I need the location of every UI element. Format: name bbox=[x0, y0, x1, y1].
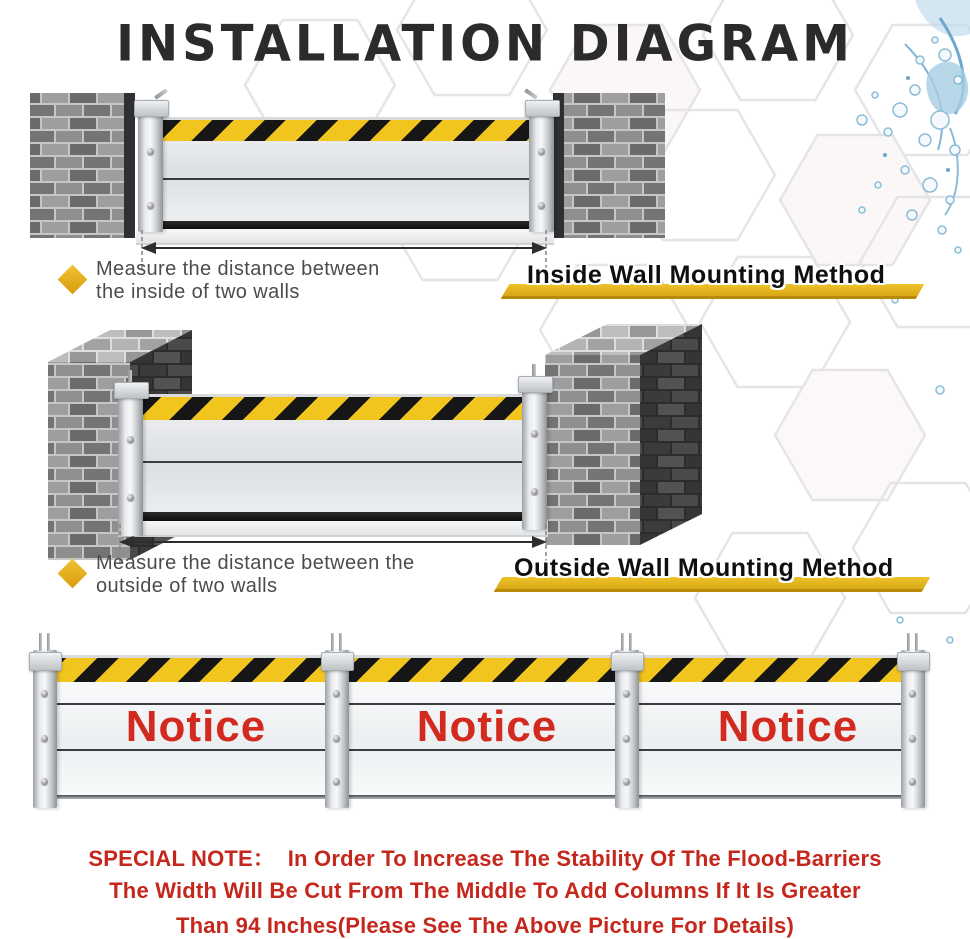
inside-barrier-right-post bbox=[529, 100, 554, 232]
screw-icon bbox=[127, 436, 134, 443]
latch-pin bbox=[915, 633, 918, 651]
inside-mount-right-wall bbox=[553, 93, 665, 238]
screw-icon bbox=[333, 778, 340, 785]
screw-icon bbox=[333, 735, 340, 742]
outside-mount-right-wall bbox=[545, 324, 702, 545]
latch-pin bbox=[331, 633, 334, 651]
inside-measure-note bbox=[96, 258, 380, 304]
screw-icon bbox=[531, 488, 538, 495]
note-line: Measure the distance between bbox=[96, 258, 380, 280]
screw-icon bbox=[538, 202, 545, 209]
notice-barrier-hazard-stripe bbox=[45, 655, 925, 682]
note-line: Measure the distance between the bbox=[96, 552, 415, 574]
post-bracket bbox=[525, 100, 560, 117]
screw-icon bbox=[909, 690, 916, 697]
notice-label: Notice bbox=[125, 702, 267, 751]
post-bracket bbox=[114, 382, 149, 399]
screw-icon bbox=[41, 690, 48, 697]
screw-icon bbox=[909, 778, 916, 785]
outside-barrier-right-post bbox=[522, 378, 547, 530]
notice-barrier-post bbox=[325, 650, 349, 808]
screw-icon bbox=[41, 778, 48, 785]
inside-barrier-hazard-stripe bbox=[160, 117, 532, 141]
post-bracket bbox=[29, 652, 62, 671]
screw-icon bbox=[623, 690, 630, 697]
screw-icon bbox=[333, 690, 340, 697]
notice-label: Notice bbox=[717, 702, 859, 751]
latch-pin bbox=[39, 633, 42, 651]
screw-icon bbox=[531, 430, 538, 437]
outside-barrier-hazard-stripe bbox=[140, 394, 525, 420]
notice-barrier-bottom-edge bbox=[45, 795, 925, 799]
post-bracket bbox=[518, 376, 553, 393]
post-bracket bbox=[134, 100, 169, 117]
screw-icon bbox=[127, 494, 134, 501]
notice-barrier-post bbox=[33, 650, 57, 808]
post-bracket bbox=[897, 652, 930, 671]
special-note-line: The Width Will Be Cut From The Middle To Add Columns If It Is Greater bbox=[109, 878, 861, 903]
latch-pin bbox=[47, 633, 50, 651]
notice-barrier-post bbox=[615, 650, 639, 808]
special-note-line: SPECIAL NOTE： In Order To Increase The Stability Of The Flood-Barriers bbox=[88, 846, 882, 871]
screw-icon bbox=[147, 202, 154, 209]
screw-icon bbox=[147, 148, 154, 155]
water-splash-icon bbox=[857, 0, 970, 643]
note-line: the inside of two walls bbox=[96, 281, 300, 303]
outside-barrier-seam bbox=[140, 461, 525, 463]
screw-icon bbox=[909, 735, 916, 742]
note-line: outside of two walls bbox=[96, 575, 278, 597]
post-bracket bbox=[321, 652, 354, 671]
screw-icon bbox=[41, 735, 48, 742]
notice-label: Notice bbox=[416, 702, 558, 751]
special-note-line: Than 94 Inches(Please See The Above Picture For Details) bbox=[175, 913, 795, 938]
latch-pin bbox=[629, 633, 632, 651]
notice-barrier-post bbox=[901, 650, 925, 808]
latch-pin bbox=[907, 633, 910, 651]
latch-pin bbox=[339, 633, 342, 651]
outside-barrier-left-post bbox=[118, 384, 143, 536]
outside-measure-note bbox=[96, 552, 415, 598]
inside-barrier-seam bbox=[160, 178, 532, 180]
screw-icon bbox=[538, 148, 545, 155]
inside-barrier-left-post bbox=[138, 100, 163, 232]
screw-icon bbox=[623, 778, 630, 785]
outside-banner-label: Outside Wall Mounting Method bbox=[514, 554, 894, 582]
screw-icon bbox=[623, 735, 630, 742]
post-bracket bbox=[611, 652, 644, 671]
latch-pin bbox=[621, 633, 624, 651]
inside-mount-left-wall bbox=[30, 93, 135, 238]
page-title: INSTALLATION DIAGRAM bbox=[116, 14, 854, 74]
inside-banner-label: Inside Wall Mounting Method bbox=[527, 261, 886, 289]
